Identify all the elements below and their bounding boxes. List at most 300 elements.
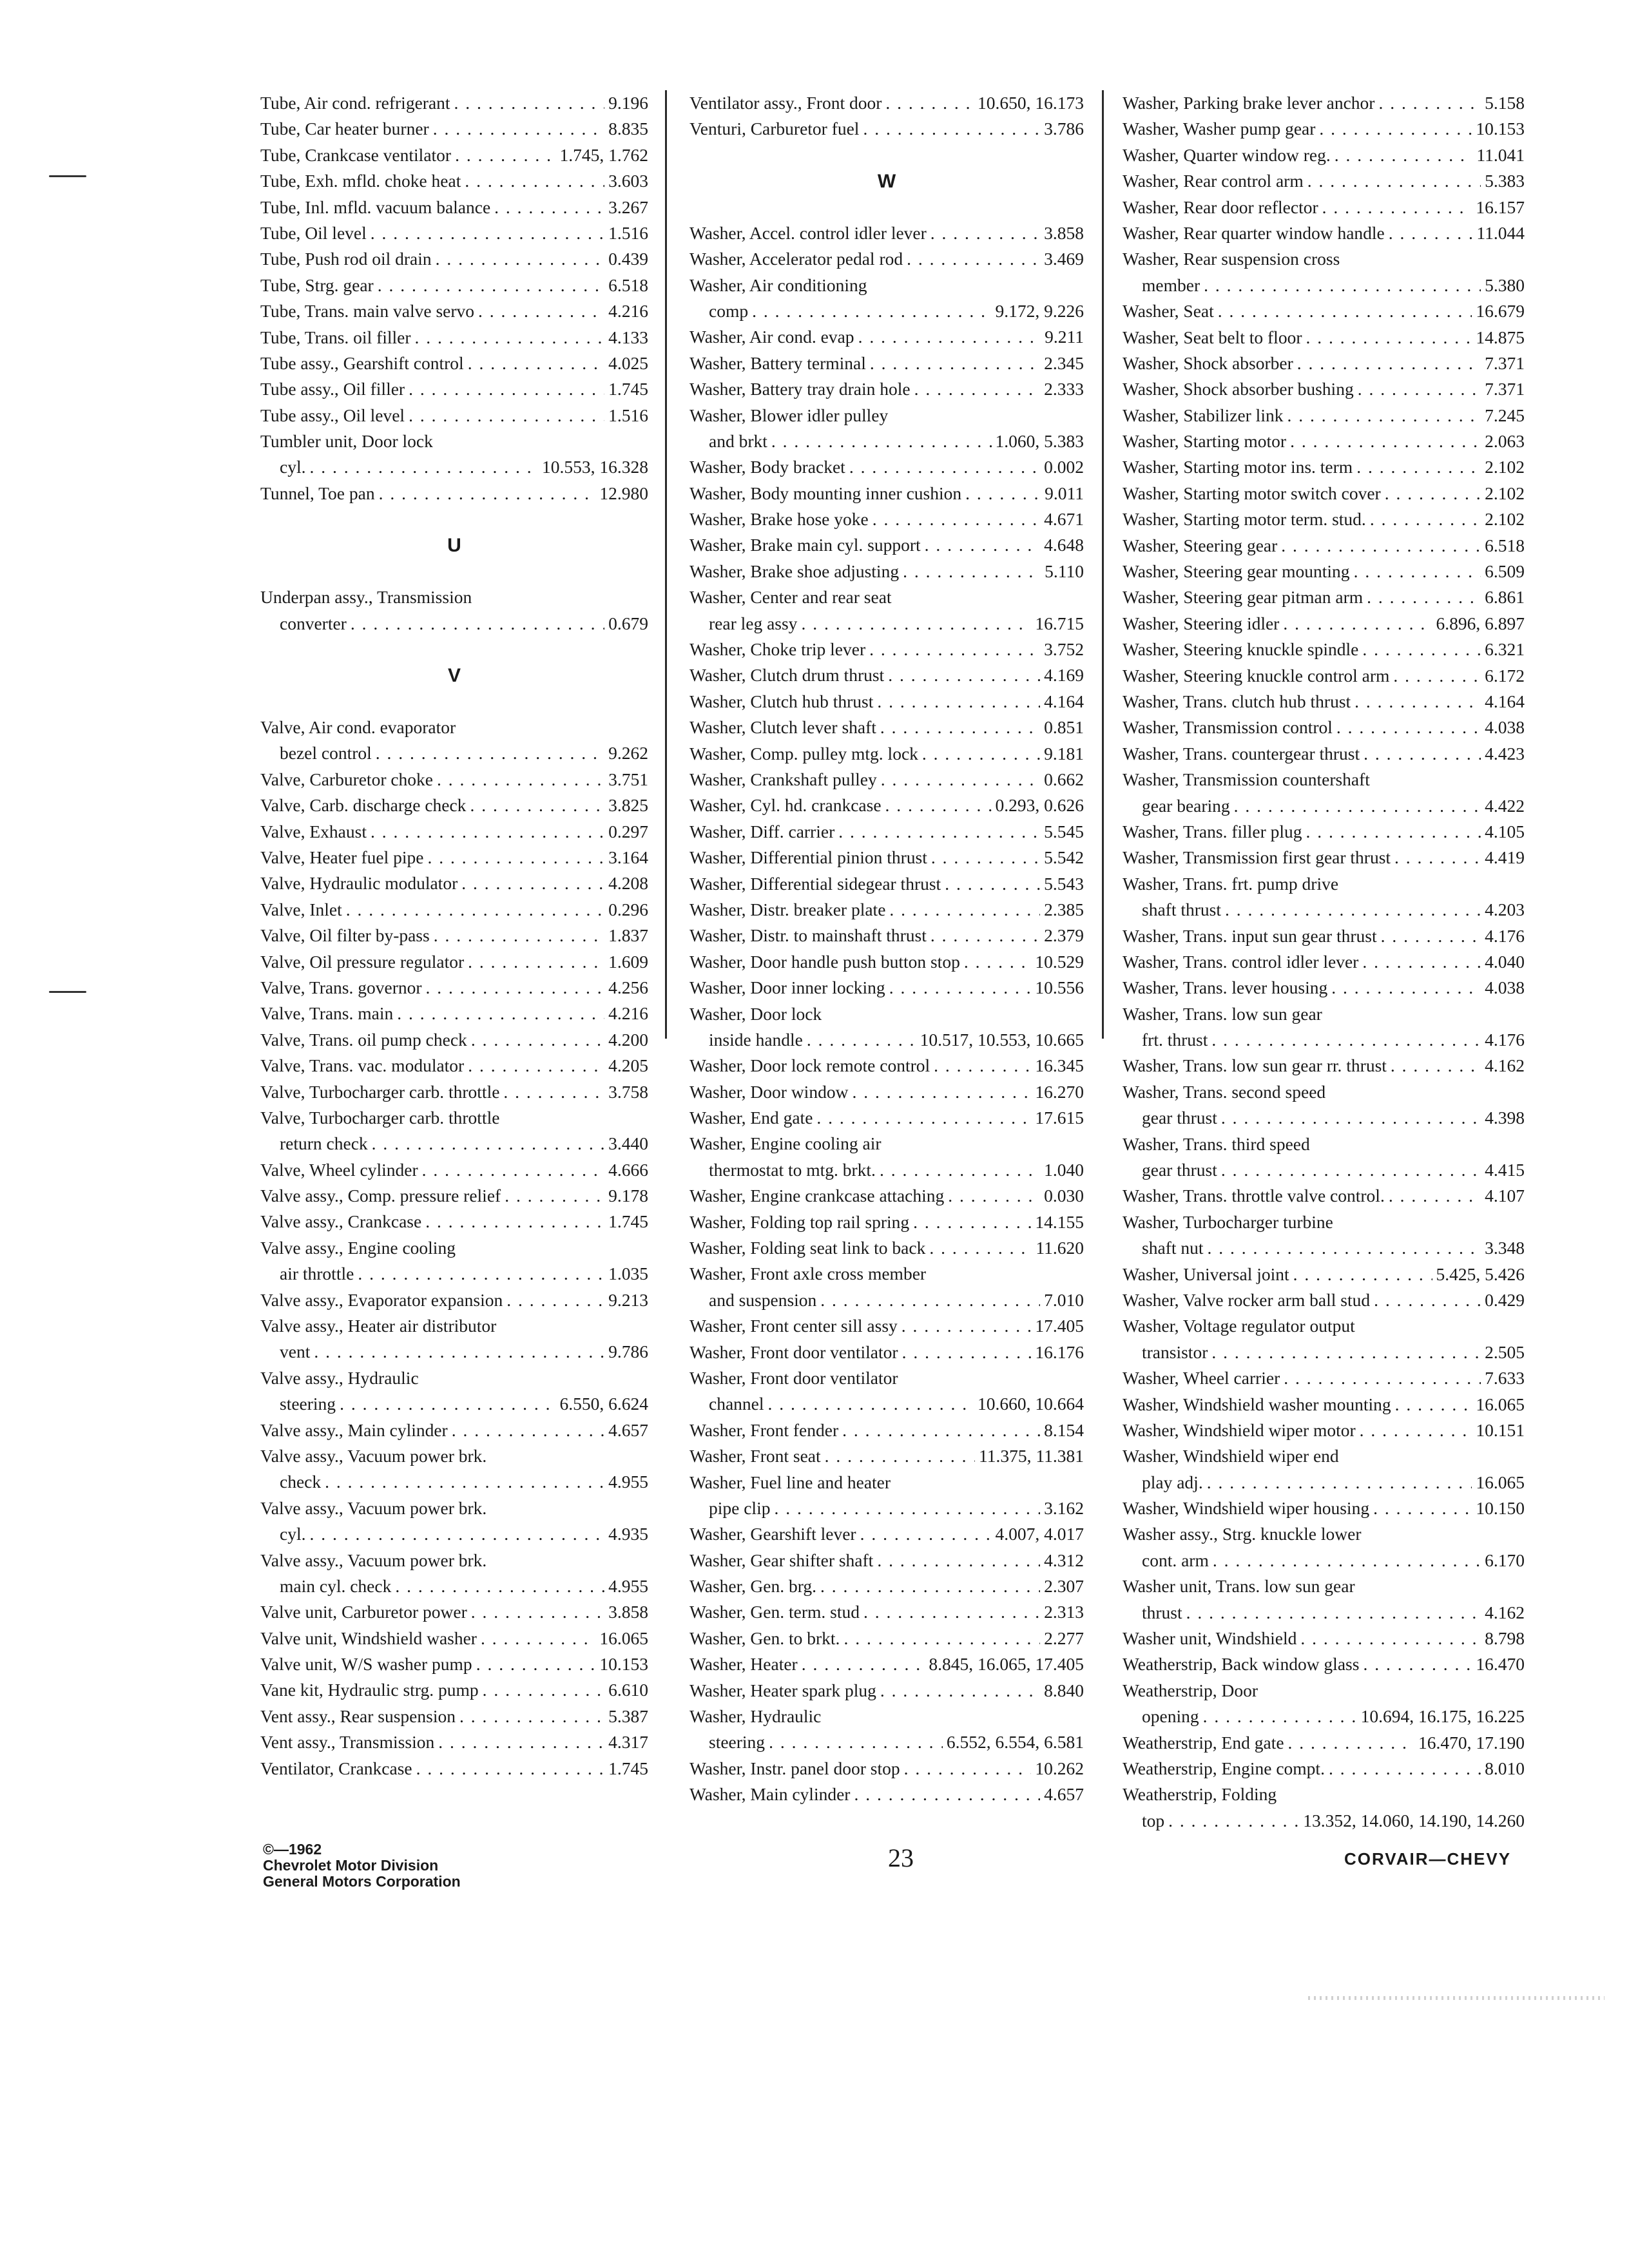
entry-label: Valve, Wheel cylinder	[260, 1159, 418, 1180]
entry-reference-number: 4.312	[1044, 1550, 1084, 1570]
entry-label: Washer, Accelerator pedal rod	[689, 249, 903, 269]
index-entry	[260, 351, 648, 376]
index-entry-continuation	[260, 1521, 648, 1547]
index-entry	[1123, 923, 1525, 949]
entry-label: Tube assy., Oil filler	[260, 379, 405, 399]
entry-label: Washer, Trans. third speed	[1123, 1133, 1310, 1154]
entry-label: Washer, Fuel line and heater	[689, 1472, 891, 1492]
entry-reference-number: 9.011	[1045, 483, 1084, 503]
index-entry	[260, 1443, 648, 1469]
entry-label: Vent assy., Transmission	[260, 1732, 435, 1753]
entry-label: Washer unit, Trans. low sun gear	[1123, 1576, 1355, 1597]
index-entry	[689, 767, 1084, 793]
dot-leader	[371, 819, 604, 845]
entry-label: Washer, Starting motor ins. term	[1123, 457, 1353, 477]
entry-label: Weatherstrip, Folding	[1123, 1784, 1277, 1805]
entry-reference-number: 2.333	[1044, 379, 1084, 399]
entry-reference-number: 6.170	[1485, 1550, 1525, 1570]
dot-leader	[843, 1626, 1040, 1651]
entry-reference-number: 0.429	[1485, 1289, 1525, 1310]
dot-leader	[351, 611, 604, 637]
dot-leader	[902, 1340, 1032, 1365]
entry-label: Washer, Gearshift lever	[689, 1524, 856, 1544]
dot-leader	[872, 506, 1040, 532]
index-entry	[1123, 325, 1525, 351]
entry-label: Valve assy., Vacuum power brk.	[260, 1550, 487, 1570]
dot-leader	[1329, 1756, 1481, 1782]
entry-label: Washer, Brake hose yoke	[689, 509, 869, 530]
dot-leader	[885, 793, 992, 818]
index-entry	[1123, 246, 1525, 272]
column-divider	[1102, 90, 1104, 1039]
index-entry	[260, 273, 648, 298]
index-entry-continuation	[260, 740, 648, 766]
dot-leader	[428, 845, 605, 870]
index-entry	[260, 1001, 648, 1026]
entry-label: Weatherstrip, Engine compt.	[1123, 1758, 1325, 1778]
entry-label: Valve unit, W/S washer pump	[260, 1654, 472, 1675]
dot-leader	[1354, 559, 1481, 584]
entry-label: Washer, Door lock remote control	[689, 1055, 930, 1076]
index-entry	[260, 1313, 648, 1339]
entry-label: Underpan assy., Transmission	[260, 587, 472, 608]
entry-reference-number: 4.164	[1485, 691, 1525, 711]
index-entry-continuation	[260, 611, 648, 637]
entry-reference-number: 4.955	[608, 1472, 648, 1492]
entry-label: Washer, Trans. control idler lever	[1123, 951, 1359, 972]
entry-label: Valve assy., Engine cooling	[260, 1237, 456, 1258]
index-entry	[1123, 1262, 1525, 1287]
entry-label: cyl.	[280, 457, 306, 477]
entry-reference-number: 3.751	[608, 769, 648, 789]
entry-reference-number: 0.002	[1044, 457, 1084, 477]
dot-leader	[1367, 584, 1481, 610]
dot-leader	[1336, 715, 1481, 740]
dot-leader	[1319, 116, 1472, 142]
index-entry-continuation	[260, 1573, 648, 1599]
dot-leader	[1389, 1183, 1481, 1209]
index-entry	[689, 1548, 1084, 1573]
index-entry-continuation	[689, 298, 1084, 324]
dot-leader	[752, 298, 991, 324]
entry-reference-number: 1.745	[608, 1211, 648, 1232]
entry-label: Washer, Door lock	[689, 1003, 822, 1024]
dot-leader	[455, 142, 555, 168]
index-entry-continuation	[260, 1261, 648, 1287]
entry-label: Valve, Turbocharger carb. throttle	[260, 1107, 500, 1128]
entry-label: Valve, Air cond. evaporator	[260, 717, 456, 738]
entry-label: Valve assy., Hydraulic	[260, 1367, 419, 1388]
index-entry	[689, 1053, 1084, 1079]
index-entry	[689, 1418, 1084, 1443]
index-entry	[260, 1105, 648, 1131]
entry-label: Washer, Gen. term. stud	[689, 1602, 860, 1622]
index-entry	[260, 403, 648, 428]
index-entry	[689, 1470, 1084, 1495]
entry-reference-number: 2.277	[1044, 1628, 1084, 1648]
dot-leader	[434, 923, 604, 948]
index-entry	[260, 116, 648, 142]
dot-leader	[880, 1157, 1040, 1183]
entry-label: gear bearing	[1142, 795, 1230, 816]
dot-leader	[1362, 637, 1481, 662]
entry-label: Washer, Starting motor	[1123, 431, 1287, 452]
dot-leader	[889, 975, 1032, 1001]
entry-label: thermostat to mtg. brkt.	[709, 1159, 876, 1180]
entry-label: Washer, Choke trip lever	[689, 639, 866, 660]
entry-label: cont. arm	[1142, 1550, 1209, 1570]
section-letter-heading: W	[877, 170, 896, 192]
entry-label: Washer, Transmission first gear thrust	[1123, 847, 1391, 868]
entry-reference-number: 4.169	[1044, 665, 1084, 686]
entry-label: inside handle	[709, 1029, 803, 1050]
entry-label: Washer, Voltage regulator output	[1123, 1316, 1355, 1336]
dot-leader	[483, 1677, 605, 1703]
index-entry	[260, 325, 648, 351]
entry-label: Washer, Steering gear pitman arm	[1123, 587, 1364, 608]
entry-label: Washer, Folding top rail spring	[689, 1211, 910, 1232]
dot-leader	[372, 1131, 604, 1157]
index-entry-continuation	[260, 1469, 648, 1495]
dot-leader	[454, 90, 605, 116]
entry-label: Washer, Parking brake lever anchor	[1123, 93, 1375, 113]
index-entry	[1123, 1443, 1525, 1469]
dot-leader	[1370, 506, 1481, 532]
entry-label: Washer, Gear shifter shaft	[689, 1550, 874, 1570]
entry-reference-number: 5.387	[608, 1706, 648, 1726]
dot-leader	[437, 767, 604, 793]
dot-leader	[1322, 195, 1472, 220]
dot-leader	[807, 1027, 916, 1053]
entry-label: Washer, Rear door reflector	[1123, 197, 1318, 217]
index-entry	[1123, 663, 1525, 689]
entry-label: channel	[709, 1394, 764, 1414]
entry-label: Valve unit, Carburetor power	[260, 1602, 467, 1622]
entry-reference-number: 1.609	[608, 951, 648, 972]
entry-label: Washer, Distr. breaker plate	[689, 899, 886, 919]
entry-reference-number: 10.153	[599, 1654, 648, 1675]
dot-leader	[340, 1391, 555, 1417]
index-entry-continuation	[689, 1729, 1084, 1755]
index-entry	[260, 298, 648, 324]
entry-reference-number: 1.745	[608, 379, 648, 399]
entry-reference-number: 2.505	[1485, 1341, 1525, 1362]
entry-label: Valve assy., Evaporator expansion	[260, 1289, 503, 1310]
entry-reference-number: 4.216	[608, 1003, 648, 1024]
entry-label: Washer, Air cond. evap	[689, 327, 854, 347]
dot-leader	[1335, 142, 1473, 168]
entry-label: Washer, Front axle cross member	[689, 1264, 927, 1284]
entry-reference-number: 4.955	[608, 1575, 648, 1596]
dot-leader	[1394, 845, 1481, 870]
dot-leader	[885, 90, 974, 116]
index-entry	[260, 584, 648, 610]
entry-label: Washer, Windshield wiper housing	[1123, 1498, 1370, 1519]
dot-leader	[1287, 403, 1481, 428]
entry-reference-number: 10.650, 16.173	[978, 93, 1084, 113]
dot-leader	[948, 1183, 1040, 1209]
index-entry	[1123, 1209, 1525, 1235]
entry-label: Tube, Push rod oil drain	[260, 249, 432, 269]
dot-leader	[461, 870, 604, 896]
index-entry	[260, 1079, 648, 1105]
entry-reference-number: 4.671	[1044, 509, 1084, 530]
index-entry	[1123, 1365, 1525, 1391]
entry-label: Washer, Diff. carrier	[689, 821, 835, 841]
entry-label: Washer, Front door ventilator	[689, 1367, 898, 1388]
entry-label: Tube, Trans. oil filler	[260, 327, 411, 347]
dot-leader	[506, 1287, 604, 1313]
dot-leader	[378, 273, 604, 298]
entry-label: Valve, Oil pressure regulator	[260, 951, 465, 972]
entry-label: Tube, Trans. main valve servo	[260, 301, 475, 322]
entry-label: Washer, Windshield wiper motor	[1123, 1419, 1356, 1440]
index-entry	[689, 793, 1084, 818]
dot-leader	[965, 481, 1041, 506]
index-entry	[260, 1157, 648, 1183]
index-entry	[1123, 611, 1525, 637]
dot-leader	[913, 1209, 1031, 1235]
entry-label: Valve, Carburetor choke	[260, 769, 434, 789]
entry-label: Tube, Inl. mfld. vacuum balance	[260, 197, 491, 217]
dot-leader	[1204, 273, 1481, 298]
entry-label: Washer, Main cylinder	[689, 1784, 851, 1805]
entry-label: steering	[280, 1394, 336, 1414]
entry-label: Washer, Seat belt to floor	[1123, 327, 1302, 347]
dot-leader	[1358, 376, 1481, 402]
entry-reference-number: 8.154	[1044, 1419, 1084, 1440]
entry-label: Washer, Door window	[689, 1081, 849, 1102]
entry-reference-number: 4.040	[1485, 951, 1525, 972]
entry-label: pipe clip	[709, 1497, 771, 1518]
entry-reference-number: 7.633	[1485, 1368, 1525, 1389]
entry-reference-number: 5.545	[1044, 821, 1084, 841]
index-entry	[1123, 1782, 1525, 1807]
dot-leader	[468, 351, 604, 376]
index-entry	[689, 1782, 1084, 1807]
dot-leader	[769, 1729, 943, 1755]
dot-leader	[771, 428, 992, 454]
entry-label: Washer, Brake main cyl. support	[689, 535, 921, 555]
entry-reference-number: 1.516	[608, 405, 648, 425]
entry-reference-number: 4.419	[1485, 847, 1525, 868]
entry-label: top	[1142, 1810, 1165, 1831]
entry-label: Washer, Instr. panel door stop	[689, 1758, 900, 1778]
index-entry	[260, 1053, 648, 1079]
entry-reference-number: 13.352, 14.060, 14.190, 14.260	[1303, 1810, 1525, 1831]
entry-label: gear thrust	[1142, 1160, 1217, 1180]
dot-leader	[1284, 1365, 1481, 1391]
entry-reference-number: 8.840	[1044, 1680, 1084, 1700]
dot-leader	[858, 324, 1041, 350]
index-entry	[260, 142, 648, 168]
entry-label: Washer assy., Strg. knuckle lower	[1123, 1524, 1362, 1544]
entry-label: Washer, Starting motor term. stud.	[1123, 509, 1366, 530]
index-entry	[260, 793, 648, 818]
index-entry	[1123, 1183, 1525, 1209]
entry-reference-number: 4.208	[608, 873, 648, 894]
entry-reference-number: 16.470, 17.190	[1418, 1732, 1525, 1753]
entry-reference-number: 4.657	[608, 1419, 648, 1440]
index-entry-continuation	[689, 611, 1084, 637]
index-entry-continuation	[689, 1287, 1084, 1313]
index-entry-continuation	[1123, 1105, 1525, 1131]
dot-leader	[801, 611, 1031, 637]
index-entry	[260, 246, 648, 272]
entry-label: shaft thrust	[1142, 899, 1221, 920]
entry-reference-number: 0.296	[608, 899, 648, 919]
entry-label: air throttle	[280, 1264, 354, 1284]
entry-reference-number: 2.102	[1485, 509, 1525, 530]
entry-label: Washer, Trans. lever housing	[1123, 977, 1328, 998]
index-entry-continuation	[1123, 793, 1525, 819]
dot-leader	[1207, 1235, 1481, 1261]
dot-leader	[415, 325, 605, 351]
copyright-division: Chevrolet Motor Division	[263, 1857, 439, 1874]
entry-label: Valve assy., Crankcase	[260, 1211, 422, 1232]
entry-label: Valve, Hydraulic modulator	[260, 873, 458, 894]
dot-leader	[870, 351, 1040, 376]
entry-reference-number: 5.110	[1045, 561, 1084, 581]
dot-leader	[1211, 1027, 1481, 1053]
entry-label: Washer, Clutch lever shaft	[689, 717, 876, 738]
entry-reference-number: 2.345	[1044, 352, 1084, 373]
entry-reference-number: 3.164	[608, 847, 648, 867]
index-entry	[689, 923, 1084, 948]
entry-label: Ventilator assy., Front door	[689, 93, 882, 113]
entry-reference-number: 5.158	[1485, 93, 1525, 113]
entry-label: Washer, Trans. clutch hub thrust	[1123, 691, 1351, 711]
index-entry	[689, 897, 1084, 923]
entry-label: Washer, Clutch hub thrust	[689, 691, 874, 711]
dot-leader	[877, 1548, 1040, 1573]
index-entry	[260, 715, 648, 740]
index-entry	[689, 584, 1084, 610]
entry-label: Tunnel, Toe pan	[260, 483, 375, 503]
entry-reference-number: 7.245	[1485, 405, 1525, 425]
entry-reference-number: 6.509	[1485, 561, 1525, 582]
dot-leader	[409, 403, 604, 428]
entry-reference-number: 0.439	[608, 249, 648, 269]
entry-label: Washer, Starting motor switch cover	[1123, 483, 1381, 503]
entry-label: Washer, Body bracket	[689, 457, 845, 477]
entry-reference-number: 6.172	[1485, 665, 1525, 686]
dot-leader	[901, 1313, 1032, 1339]
dot-leader	[816, 1105, 1031, 1131]
index-entry	[1123, 689, 1525, 715]
entry-label: Washer, Valve rocker arm ball stud	[1123, 1289, 1371, 1310]
entry-reference-number: 1.837	[608, 925, 648, 946]
index-entry	[689, 324, 1084, 350]
entry-label: Weatherstrip, End gate	[1123, 1732, 1284, 1753]
entry-label: and brkt	[709, 430, 767, 451]
index-entry-continuation	[1123, 1704, 1525, 1729]
entry-label: Washer, Trans. countergear thrust	[1123, 743, 1360, 764]
entry-label: Valve, Inlet	[260, 899, 342, 919]
entry-label: frt. thrust	[1142, 1030, 1208, 1050]
entry-reference-number: 3.348	[1485, 1238, 1525, 1258]
index-entry	[689, 351, 1084, 376]
index-entry	[1123, 1678, 1525, 1704]
index-entry-continuation	[260, 1131, 648, 1157]
entry-label: Washer, Crankshaft pulley	[689, 769, 877, 789]
dot-leader	[1354, 689, 1481, 715]
dot-leader	[376, 740, 604, 766]
entry-label: Washer, Body mounting inner cushion	[689, 483, 962, 503]
entry-reference-number: 4.107	[1485, 1186, 1525, 1206]
dot-leader	[1186, 1600, 1481, 1626]
dot-leader	[842, 1418, 1040, 1443]
entry-reference-number: 6.552, 6.554, 6.581	[946, 1732, 1084, 1753]
dot-leader	[925, 532, 1040, 558]
entry-label: Tube, Strg. gear	[260, 274, 374, 295]
entry-reference-number: 10.517, 10.553, 10.665	[920, 1029, 1084, 1050]
entry-label: Washer, Comp. pulley mtg. lock	[689, 743, 918, 764]
index-entry	[1123, 1001, 1525, 1027]
entry-label: Washer, Accel. control idler lever	[689, 222, 927, 243]
index-entry	[1123, 1573, 1525, 1599]
entry-label: bezel control	[280, 743, 372, 764]
dot-leader	[1385, 481, 1481, 506]
entry-reference-number: 4.398	[1485, 1108, 1525, 1128]
entry-reference-number: 10.151	[1476, 1419, 1525, 1440]
entry-label: vent	[280, 1341, 311, 1362]
index-entry	[689, 90, 1084, 116]
entry-label: transistor	[1142, 1341, 1208, 1362]
dot-leader	[1356, 454, 1481, 480]
dot-leader	[314, 1339, 604, 1365]
dot-leader	[494, 195, 604, 220]
index-entry	[1123, 559, 1525, 584]
dot-leader	[1234, 793, 1481, 819]
entry-label: main cyl. check	[280, 1575, 392, 1596]
index-entry	[1123, 767, 1525, 793]
entry-label: Valve, Exhaust	[260, 821, 367, 841]
dot-leader	[802, 1651, 925, 1677]
entry-label: and suspension	[709, 1289, 817, 1310]
dot-leader	[468, 949, 604, 975]
dot-leader	[1297, 351, 1481, 376]
dot-leader	[438, 1729, 604, 1755]
index-column-3	[1123, 90, 1525, 1834]
dot-leader	[945, 871, 1040, 897]
index-entry	[1123, 90, 1525, 116]
entry-reference-number: 4.423	[1485, 743, 1525, 764]
entry-reference-number: 6.861	[1485, 587, 1525, 608]
entry-reference-number: 3.440	[608, 1133, 648, 1154]
index-entry	[689, 1651, 1084, 1677]
entry-reference-number: 16.065	[1476, 1472, 1525, 1492]
index-entry-continuation	[1123, 1548, 1525, 1573]
entry-label: Tube, Air cond. refrigerant	[260, 93, 450, 113]
dot-leader	[1293, 1262, 1432, 1287]
index-entry-continuation	[689, 1027, 1084, 1053]
entry-label: Valve assy., Main cylinder	[260, 1419, 448, 1440]
index-entry	[1123, 1495, 1525, 1521]
index-entry	[689, 1756, 1084, 1782]
dot-leader	[914, 376, 1041, 402]
entry-reference-number: 16.345	[1035, 1055, 1084, 1076]
section-letter-heading: U	[447, 535, 461, 557]
dot-leader	[379, 481, 596, 506]
entry-label: Washer, Gen. brg.	[689, 1576, 817, 1597]
entry-reference-number: 3.758	[608, 1081, 648, 1102]
entry-reference-number: 4.935	[608, 1524, 648, 1544]
entry-reference-number: 17.615	[1035, 1108, 1084, 1128]
entry-label: Valve, Trans. oil pump check	[260, 1029, 467, 1050]
entry-reference-number: 5.543	[1044, 873, 1084, 894]
entry-reference-number: 16.679	[1476, 301, 1525, 322]
